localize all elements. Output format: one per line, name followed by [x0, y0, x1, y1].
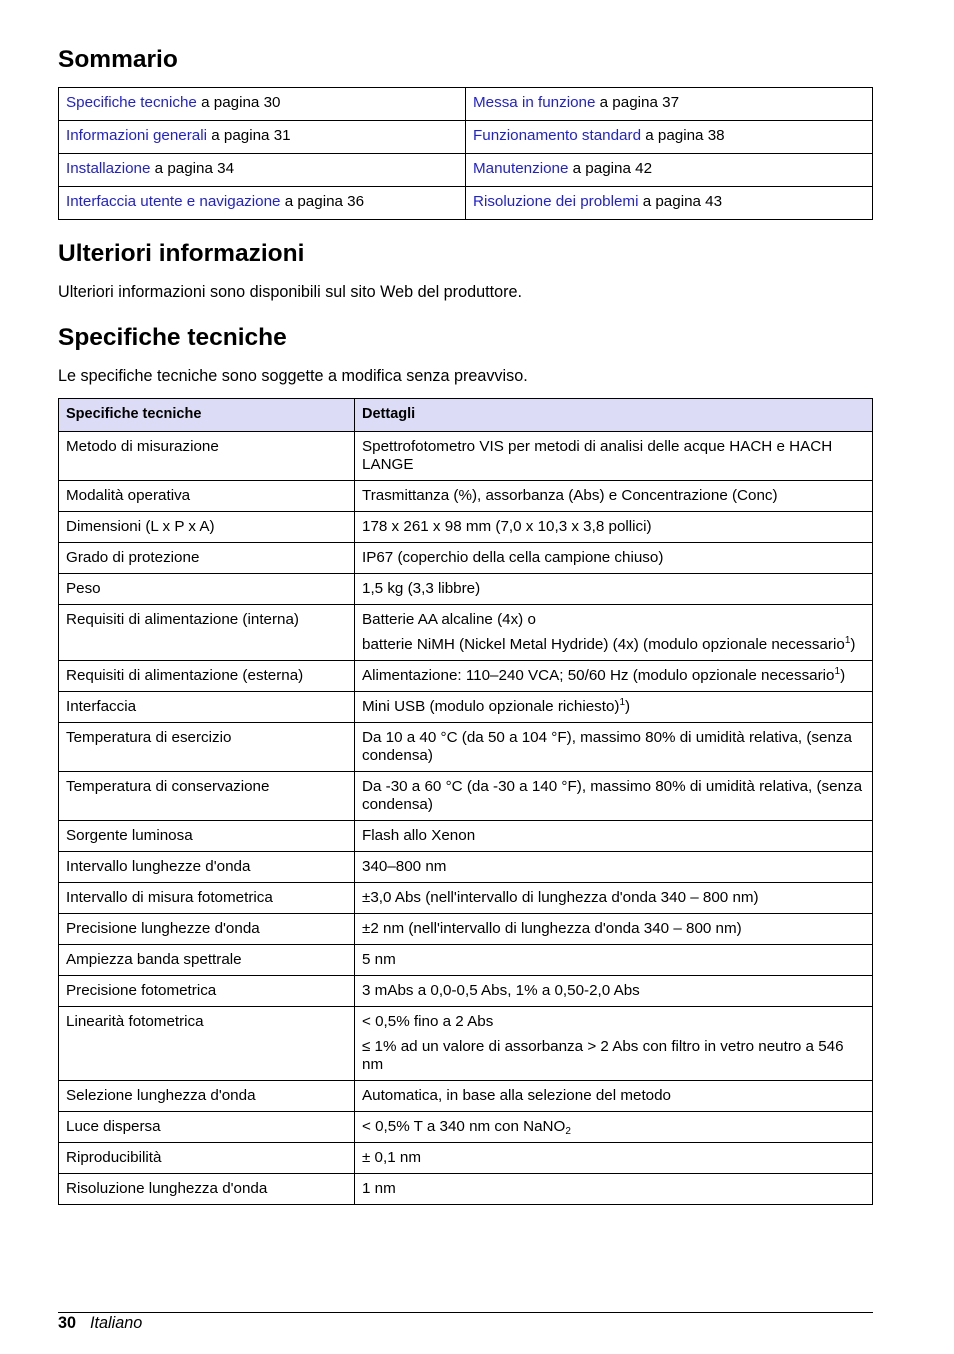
- spec-value-line: [362, 920, 865, 938]
- spec-label: Temperatura di conservazione: [59, 772, 355, 821]
- toc-link[interactable]: Installazione: [66, 160, 151, 177]
- spec-row: [59, 1007, 873, 1081]
- toc-link[interactable]: Interfaccia utente e navigazione: [66, 193, 281, 210]
- toc-cell: [466, 121, 873, 154]
- footnote-marker: 1: [834, 666, 841, 677]
- spec-value-text: 5 nm: [362, 951, 396, 968]
- spec-label: Risoluzione lunghezza d'onda: [59, 1174, 355, 1205]
- spec-value-text: Batterie AA alcaline (4x) o: [362, 611, 536, 628]
- spec-row: [59, 883, 873, 914]
- spec-value: [355, 852, 873, 883]
- specs-header-label: Specifiche tecniche: [59, 399, 355, 432]
- toc-cell: [59, 187, 466, 220]
- spec-row: [59, 432, 873, 481]
- spec-value-line: [362, 778, 865, 814]
- spec-value-text: Automatica, in base alla selezione del metodo: [362, 1087, 672, 1104]
- spec-value-text: ≤ 1% ad un valore di assorbanza > 2 Abs con filtro in vetro neutro a 546 nm: [362, 1038, 844, 1073]
- spec-value-line: [362, 1038, 865, 1074]
- toc-page-ref: a pagina 43: [638, 193, 723, 210]
- spec-value: [355, 661, 873, 692]
- spec-row: [59, 574, 873, 605]
- page-number: 30: [58, 1314, 77, 1332]
- spec-value-line: [362, 636, 865, 654]
- spec-value: [355, 481, 873, 512]
- spec-label: Requisiti di alimentazione (interna): [59, 605, 355, 661]
- spec-row: [59, 1081, 873, 1112]
- spec-value-text: 3 mAbs a 0,0-0,5 Abs, 1% a 0,50-2,0 Abs: [362, 982, 640, 999]
- toc-link[interactable]: Funzionamento standard: [473, 127, 642, 144]
- spec-value: [355, 543, 873, 574]
- spec-value-line: [362, 1118, 865, 1136]
- spec-value-text: Da -30 a 60 °C (da -30 a 140 °F), massimo 80% di umidità relativa, (senza condensa): [362, 778, 863, 813]
- toc-row: [59, 88, 873, 121]
- spec-value: [355, 692, 873, 723]
- spec-value-line: [362, 1013, 865, 1031]
- spec-label: Sorgente luminosa: [59, 821, 355, 852]
- toc-page-ref: a pagina 34: [150, 160, 235, 177]
- toc-link[interactable]: Informazioni generali: [66, 127, 207, 144]
- spec-value: [355, 574, 873, 605]
- spec-value-line: [362, 518, 865, 536]
- spec-row: [59, 821, 873, 852]
- spec-value-line: [362, 438, 865, 474]
- spec-row: [59, 661, 873, 692]
- spec-value: [355, 512, 873, 543]
- spec-value-line: [362, 827, 865, 845]
- spec-label: Dimensioni (L x P x A): [59, 512, 355, 543]
- page-footer: [58, 1313, 142, 1333]
- footnote-marker: 1: [619, 697, 626, 708]
- spec-value-text: 178 x 261 x 98 mm (7,0 x 10,3 x 3,8 pollici): [362, 518, 652, 535]
- spec-value-text: batterie NiMH (Nickel Metal Hydride) (4x) (modulo opzionale necessario: [362, 636, 845, 653]
- spec-row: [59, 605, 873, 661]
- toc-cell: [59, 154, 466, 187]
- spec-value-line: [362, 889, 865, 907]
- spec-value-text: IP67 (coperchio della cella campione chiuso): [362, 549, 664, 566]
- spec-row: [59, 692, 873, 723]
- spec-row: [59, 481, 873, 512]
- spec-value: [355, 1007, 873, 1081]
- spec-value-text: ±2 nm (nell'intervallo di lunghezza d'onda 340 – 800 nm): [362, 920, 742, 937]
- spec-label: Requisiti di alimentazione (esterna): [59, 661, 355, 692]
- spec-value-line: [362, 667, 865, 685]
- spec-value-text: < 0,5% fino a 2 Abs: [362, 1013, 494, 1030]
- spec-row: [59, 852, 873, 883]
- spec-label: Grado di protezione: [59, 543, 355, 574]
- spec-value-line: [362, 549, 865, 567]
- spec-value: [355, 945, 873, 976]
- toc-cell: [59, 88, 466, 121]
- spec-value-line: [362, 1149, 865, 1167]
- footnote-marker: 1: [844, 635, 851, 646]
- spec-row: [59, 512, 873, 543]
- toc-cell: [466, 187, 873, 220]
- spec-value-text: Da 10 a 40 °C (da 50 a 104 °F), massimo 80% di umidità relativa, (senza condensa): [362, 729, 852, 764]
- spec-value-line: [362, 611, 865, 629]
- spec-value: [355, 976, 873, 1007]
- spec-value-text: Trasmittanza (%), assorbanza (Abs) e Concentrazione (Conc): [362, 487, 778, 504]
- spec-value: [355, 914, 873, 945]
- toc-link[interactable]: Risoluzione dei problemi: [473, 193, 639, 210]
- spec-value-text: < 0,5% T a 340 nm con NaNO: [362, 1118, 566, 1135]
- spec-label: Precisione lunghezze d'onda: [59, 914, 355, 945]
- spec-value-line: [362, 729, 865, 765]
- specs-intro-text: Le specifiche tecniche sono soggette a modifica senza preavviso.: [58, 367, 528, 385]
- spec-label: Luce dispersa: [59, 1112, 355, 1143]
- summary-heading: Sommario: [58, 46, 178, 73]
- spec-value-text: Flash allo Xenon: [362, 827, 476, 844]
- specs-header-details: Dettagli: [355, 399, 873, 432]
- spec-value: [355, 1174, 873, 1205]
- spec-row: [59, 1143, 873, 1174]
- spec-value-text: ± 0,1 nm: [362, 1149, 421, 1166]
- toc-row: [59, 187, 873, 220]
- toc-page-ref: a pagina 42: [568, 160, 653, 177]
- spec-value-line: [362, 1087, 865, 1105]
- spec-value-tail: ): [840, 667, 846, 684]
- spec-row: [59, 543, 873, 574]
- spec-label: Metodo di misurazione: [59, 432, 355, 481]
- spec-row: [59, 1112, 873, 1143]
- spec-row: [59, 945, 873, 976]
- footer-language: Italiano: [90, 1314, 143, 1332]
- spec-value-text: Mini USB (modulo opzionale richiesto): [362, 698, 620, 715]
- toc-link[interactable]: Specifiche tecniche: [66, 94, 197, 111]
- spec-value-text: 340–800 nm: [362, 858, 447, 875]
- spec-value-text: 1,5 kg (3,3 libbre): [362, 580, 481, 597]
- footer-divider: [58, 1312, 873, 1313]
- spec-value-line: [362, 487, 865, 505]
- spec-label: Interfaccia: [59, 692, 355, 723]
- subscript: 2: [565, 1126, 571, 1137]
- spec-value: [355, 1143, 873, 1174]
- specs-table: [58, 398, 873, 1205]
- spec-label: Riproducibilità: [59, 1143, 355, 1174]
- toc-page-ref: a pagina 36: [280, 193, 365, 210]
- toc-page-ref: a pagina 31: [206, 127, 291, 144]
- spec-value-line: [362, 580, 865, 598]
- spec-value-line: [362, 858, 865, 876]
- more-info-heading: Ulteriori informazioni: [58, 240, 305, 267]
- spec-value: [355, 723, 873, 772]
- spec-value: [355, 605, 873, 661]
- toc-table: [58, 87, 873, 220]
- spec-value-text: Alimentazione: 110–240 VCA; 50/60 Hz (modulo opzionale necessario: [362, 667, 835, 684]
- toc-page-ref: a pagina 38: [641, 127, 725, 144]
- toc-link[interactable]: Messa in funzione: [473, 94, 596, 111]
- spec-label: Peso: [59, 574, 355, 605]
- spec-row: [59, 914, 873, 945]
- toc-page-ref: a pagina 30: [196, 94, 281, 111]
- spec-value-text: ±3,0 Abs (nell'intervallo di lunghezza d'onda 340 – 800 nm): [362, 889, 759, 906]
- specs-heading: Specifiche tecniche: [58, 324, 287, 351]
- spec-label: Intervallo di misura fotometrica: [59, 883, 355, 914]
- spec-value: [355, 821, 873, 852]
- spec-value-line: [362, 698, 865, 716]
- spec-label: Precisione fotometrica: [59, 976, 355, 1007]
- spec-value: [355, 432, 873, 481]
- spec-value-tail: ): [625, 698, 631, 715]
- spec-row: [59, 723, 873, 772]
- toc-link[interactable]: Manutenzione: [473, 160, 569, 177]
- spec-value: [355, 883, 873, 914]
- spec-value-text: Spettrofotometro VIS per metodi di analisi delle acque HACH e HACH LANGE: [362, 438, 833, 473]
- spec-value-text: 1 nm: [362, 1180, 396, 1197]
- spec-label: Intervallo lunghezze d'onda: [59, 852, 355, 883]
- spec-value-line: [362, 1180, 865, 1198]
- spec-label: Selezione lunghezza d'onda: [59, 1081, 355, 1112]
- spec-row: [59, 772, 873, 821]
- specs-header-row: [59, 399, 873, 432]
- spec-row: [59, 1174, 873, 1205]
- toc-row: [59, 121, 873, 154]
- toc-row: [59, 154, 873, 187]
- toc-cell: [466, 154, 873, 187]
- spec-value: [355, 772, 873, 821]
- spec-value: [355, 1081, 873, 1112]
- spec-label: Temperatura di esercizio: [59, 723, 355, 772]
- spec-label: Linearità fotometrica: [59, 1007, 355, 1081]
- toc-page-ref: a pagina 37: [595, 94, 680, 111]
- toc-cell: [466, 88, 873, 121]
- spec-value-line: [362, 982, 865, 1000]
- spec-label: Modalità operativa: [59, 481, 355, 512]
- spec-value: [355, 1112, 873, 1143]
- toc-cell: [59, 121, 466, 154]
- spec-value-tail: ): [850, 636, 856, 653]
- spec-label: Ampiezza banda spettrale: [59, 945, 355, 976]
- spec-value-line: [362, 951, 865, 969]
- spec-row: [59, 976, 873, 1007]
- more-info-text: Ulteriori informazioni sono disponibili sul sito Web del produttore.: [58, 283, 522, 301]
